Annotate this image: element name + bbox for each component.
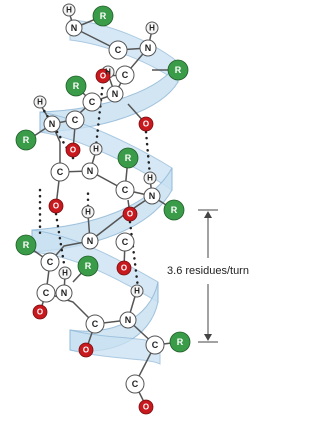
atom-label-o: O: [126, 209, 134, 219]
atom-label-r: R: [174, 65, 182, 75]
atom-label-n: N: [60, 288, 68, 298]
arrowhead-up-icon: [204, 211, 212, 218]
atom-label-n: N: [111, 89, 119, 99]
atom-label-h: H: [85, 207, 91, 217]
atom-label-c: C: [42, 288, 50, 298]
atom-label-r: R: [176, 337, 184, 347]
atom-label-c: C: [88, 97, 96, 107]
atom-label-n: N: [70, 23, 78, 33]
atom-label-c: C: [121, 237, 129, 247]
atom-label-n: N: [86, 236, 94, 246]
atom-label-o: O: [142, 119, 150, 129]
atom-label-n: N: [148, 191, 156, 201]
atom-label-c: C: [121, 185, 129, 195]
atom-label-r: R: [170, 205, 178, 215]
pitch-label: 3.6 residues/turn: [167, 265, 249, 277]
atom-label-c: C: [46, 257, 54, 267]
atom-label-h: H: [134, 286, 140, 296]
atom-label-h: H: [93, 144, 99, 154]
arrowhead-down-icon: [204, 334, 212, 341]
atom-label-h: H: [149, 23, 155, 33]
atom-label-r: R: [84, 261, 92, 271]
atom-label-c: C: [91, 319, 99, 329]
atom-label-o: O: [142, 402, 150, 412]
atom-label-r: R: [72, 81, 80, 91]
atom-label-n: N: [86, 166, 94, 176]
atom-label-c: C: [71, 115, 79, 125]
atom-label-n: N: [48, 119, 56, 129]
atom-label-o: O: [52, 201, 60, 211]
atom-label-o: O: [120, 263, 128, 273]
atom-label-n: N: [124, 315, 132, 325]
atom-label-r: R: [22, 135, 30, 145]
atom-label-h: H: [105, 67, 111, 77]
atom-label-r: R: [124, 153, 132, 163]
atom-label-o: O: [82, 345, 90, 355]
atom-label-h: H: [37, 97, 43, 107]
atom-label-c: C: [56, 167, 64, 177]
atom-label-h: H: [66, 5, 72, 15]
atom-label-h: H: [147, 173, 153, 183]
atom-label-o: O: [99, 71, 107, 81]
atom-label-o: O: [36, 307, 44, 317]
atom-label-n: N: [144, 43, 152, 53]
atom-label-r: R: [99, 11, 107, 21]
atom-label-c: C: [131, 379, 139, 389]
atom-label-o: O: [69, 145, 77, 155]
atom-label-r: R: [22, 240, 30, 250]
atom-label-c: C: [151, 340, 159, 350]
atom-label-h: H: [62, 268, 68, 278]
atom-label-c: C: [114, 45, 122, 55]
atom-label-c: C: [121, 70, 129, 80]
